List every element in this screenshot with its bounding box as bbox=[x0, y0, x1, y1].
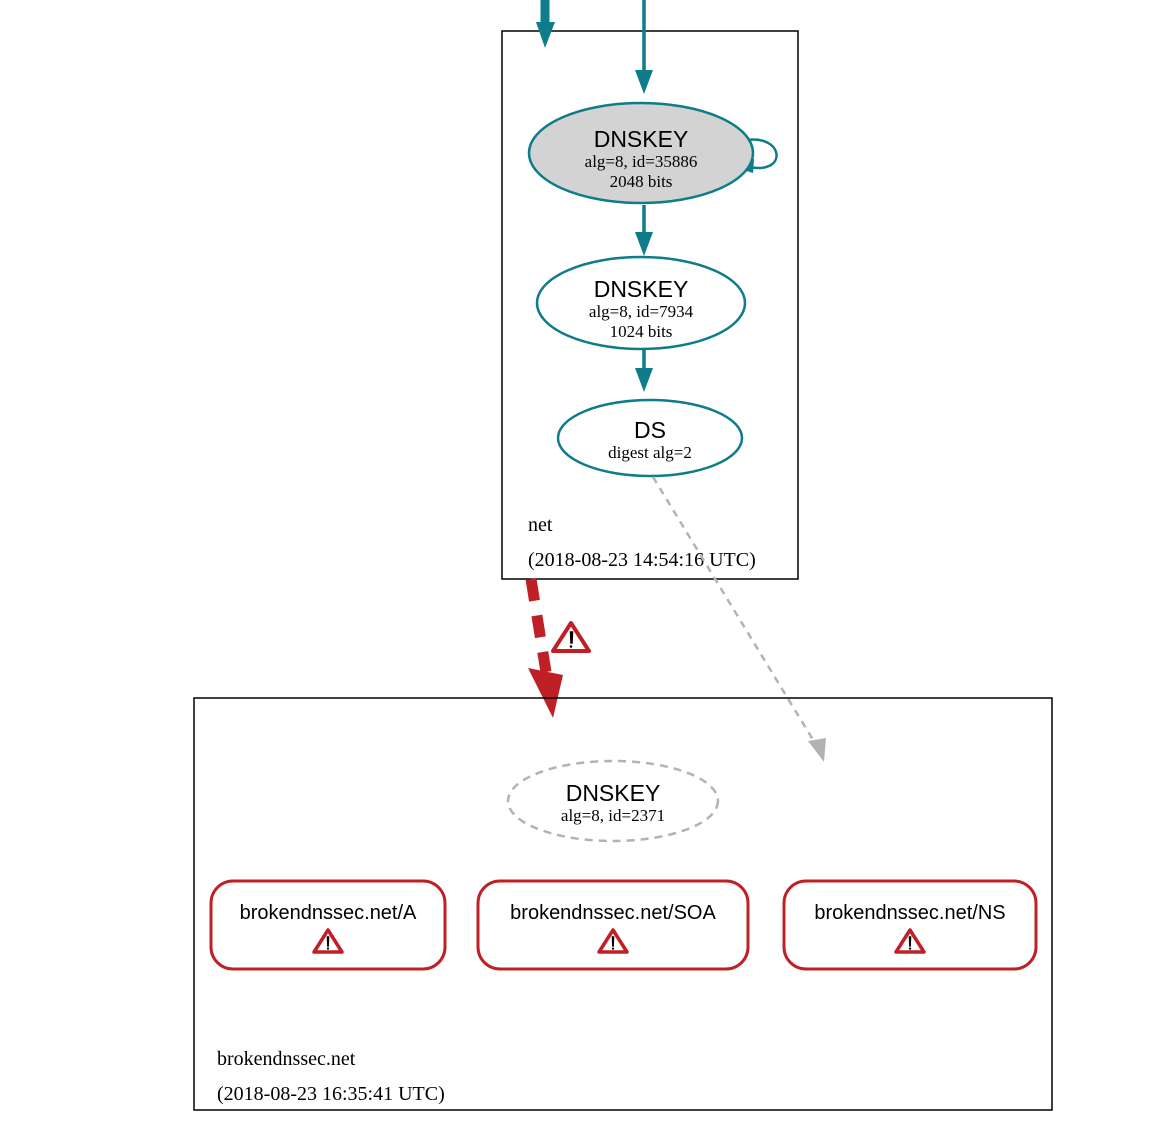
node-dnskey-35886-bits: 2048 bits bbox=[609, 172, 673, 191]
rrset-label-a: brokendnssec.net/A bbox=[239, 902, 417, 924]
node-ds-title: DS bbox=[634, 417, 666, 443]
rrset-box-a bbox=[211, 881, 445, 969]
rrset-label-ns: brokendnssec.net/NS bbox=[814, 902, 1006, 924]
rrset-box-ns bbox=[784, 881, 1036, 969]
edge-zsk-to-ds-arrowhead bbox=[635, 368, 653, 392]
edge-broken-delegation-arrowhead bbox=[528, 668, 563, 718]
zone-label-net: net bbox=[528, 514, 553, 536]
warning-triangle-icon bbox=[553, 623, 589, 651]
node-dnskey-35886-title: DNSKEY bbox=[593, 126, 689, 152]
edge-incoming-right-arrowhead bbox=[635, 70, 653, 94]
edge-ksk-to-zsk-arrowhead bbox=[635, 232, 653, 256]
rrset-box-soa bbox=[478, 881, 748, 969]
zone-label-brokendnssec: brokendnssec.net bbox=[217, 1048, 356, 1070]
node-dnskey-7934-bits: 1024 bits bbox=[609, 322, 673, 341]
node-dnskey-7934-alg: alg=8, id=7934 bbox=[588, 302, 694, 321]
edge-ds-to-child-dnskey bbox=[653, 477, 818, 748]
edge-ds-to-child-dnskey-arrowhead bbox=[808, 738, 826, 762]
node-dnskey-35886-alg: alg=8, id=35886 bbox=[584, 152, 698, 171]
edge-incoming-left-arrowhead bbox=[536, 22, 555, 48]
rrset-label-soa: brokendnssec.net/SOA bbox=[510, 902, 716, 924]
node-ds-digest: digest alg=2 bbox=[608, 443, 692, 462]
node-dnskey-2371-title: DNSKEY bbox=[565, 780, 661, 806]
zone-timestamp-net: (2018-08-23 14:54:16 UTC) bbox=[528, 549, 756, 571]
edge-broken-delegation bbox=[531, 579, 546, 672]
node-dnskey-2371-alg: alg=8, id=2371 bbox=[560, 806, 666, 825]
zone-timestamp-brokendnssec: (2018-08-23 16:35:41 UTC) bbox=[217, 1083, 445, 1105]
node-dnskey-7934-title: DNSKEY bbox=[593, 276, 689, 302]
